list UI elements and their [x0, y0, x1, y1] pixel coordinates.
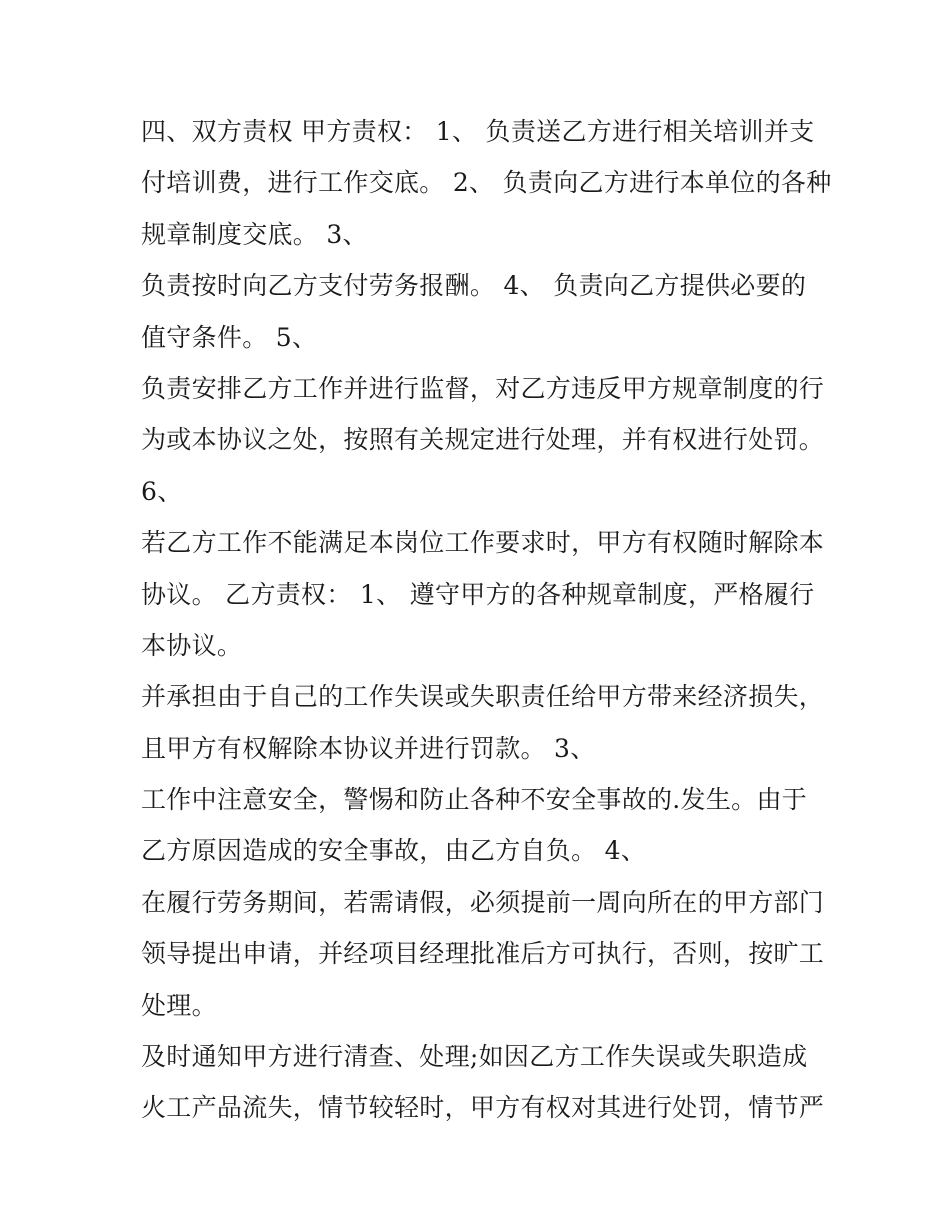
text-line: 乙方原因造成的安全事故，由乙方自负。 4、	[141, 836, 647, 866]
text-line: 为或本协议之处，按照有关规定进行处理，并有权进行处罚。	[141, 425, 825, 455]
text-line: 处理。	[141, 990, 217, 1020]
text-line: 负责安排乙方工作并进行监督，对乙方违反甲方规章制度的行	[141, 373, 825, 403]
text-line: 且甲方有权解除本协议并进行罚款。 3、	[141, 733, 596, 763]
text-line: 6、	[141, 476, 183, 506]
text-line: 火工产品流失，情节较轻时，甲方有权对其进行处罚，情节严	[141, 1093, 825, 1123]
text-line: 规章制度交底。 3、	[141, 219, 368, 249]
text-line: 负责按时向乙方支付劳务报酬。 4、 负责向乙方提供必要的	[141, 271, 807, 301]
text-line: 付培训费，进行工作交底。 2、 负责向乙方进行本单位的各种	[141, 168, 832, 198]
text-line: 值守条件。 5、	[141, 322, 318, 352]
text-line: 四、双方责权 甲方责权： 1、 负责送乙方进行相关培训并支	[141, 117, 815, 146]
text-line: 及时通知甲方进行清查、处理;如因乙方工作失误或失职造成	[141, 1042, 808, 1072]
text-line: 领导提出申请，并经项目经理批准后方可执行，否则，按旷工	[141, 939, 825, 969]
text-line: 并承担由于自己的工作失误或失职责任给甲方带来经济损失，	[141, 682, 825, 712]
text-line: 在履行劳务期间，若需请假，必须提前一周向所在的甲方部门	[141, 887, 825, 917]
text-line: 工作中注意安全，警惕和防止各种不安全事故的.发生。由于	[141, 785, 808, 815]
text-line: 本协议。	[141, 630, 243, 660]
text-line: 若乙方工作不能满足本岗位工作要求时，甲方有权随时解除本	[141, 528, 825, 558]
text-line: 协议。 乙方责权： 1、 遵守甲方的各种规章制度，严格履行	[141, 579, 815, 609]
document-body	[141, 110, 832, 1138]
